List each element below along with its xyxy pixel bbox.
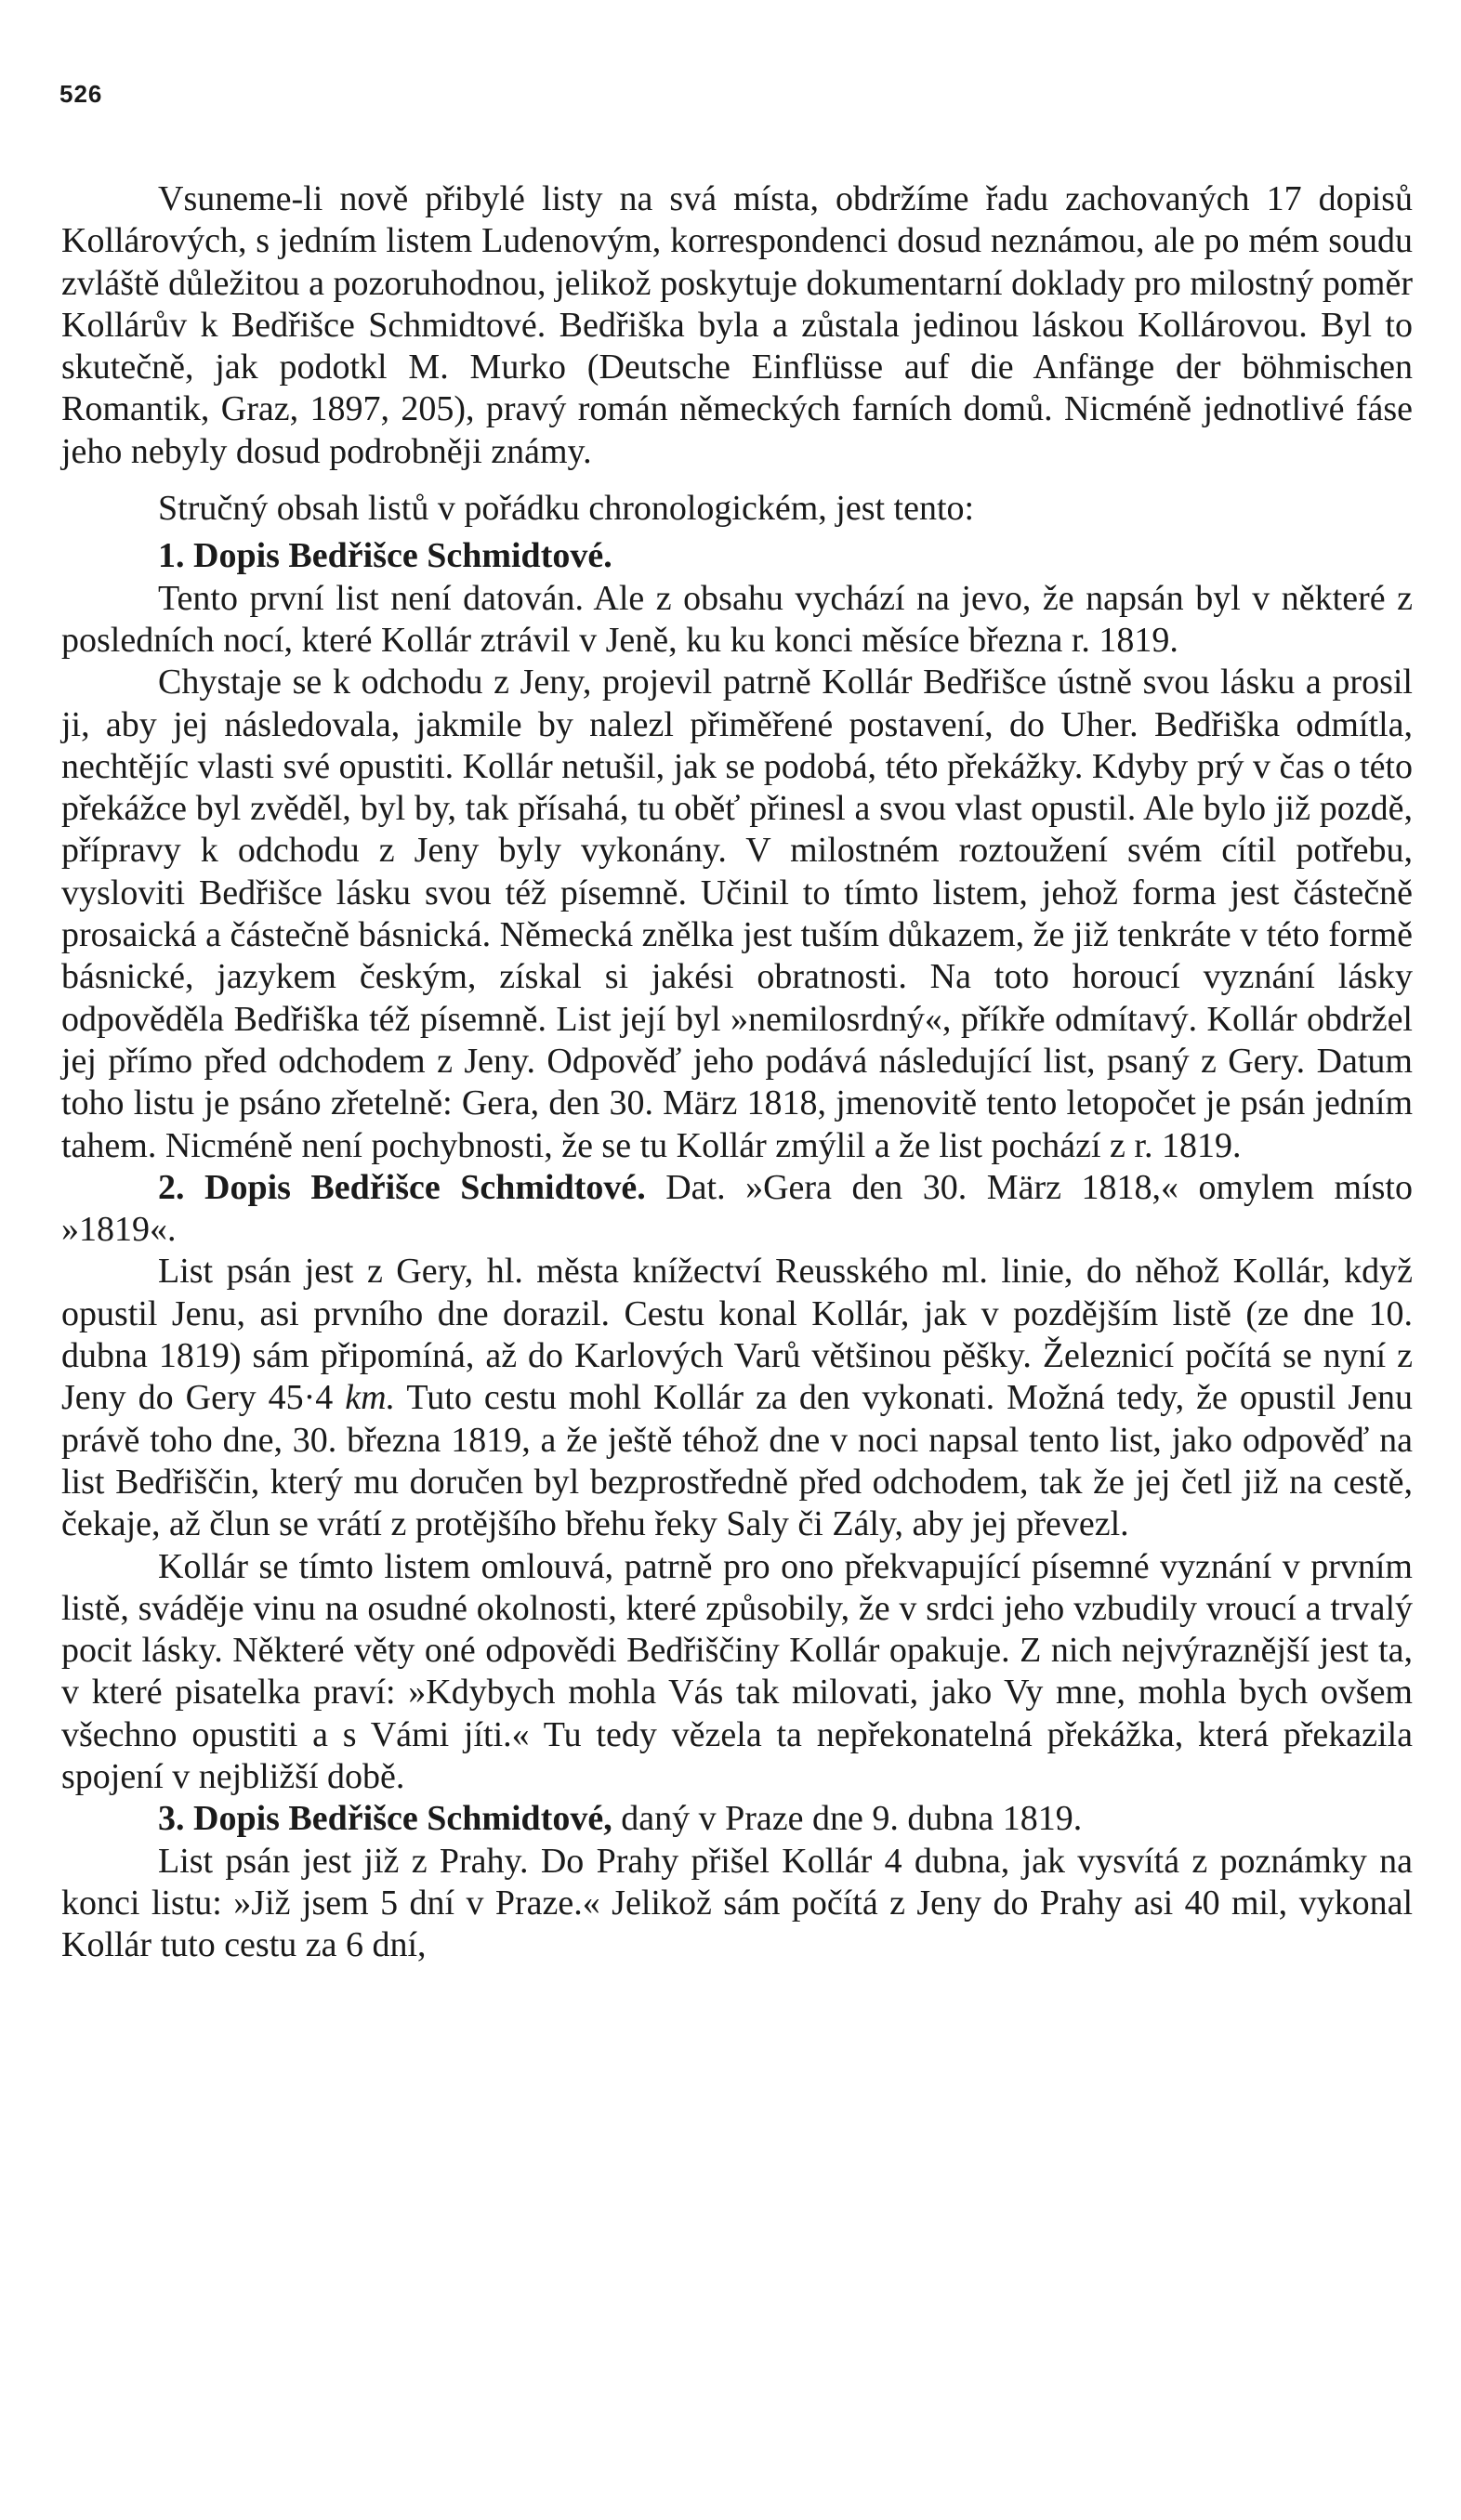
paragraph-letter-1-context <box>61 662 1413 1167</box>
paragraph-text: Stručný obsah listů v pořádku chronologickém, jest tento: <box>158 489 975 529</box>
paragraph-letter-2-gera <box>61 1251 1413 1545</box>
paragraph-intro <box>61 178 1413 473</box>
heading-detail: daný v Praze dne 9. dubna 1819. <box>612 1799 1083 1839</box>
paragraph-text: List psán jest již z Prahy. Do Prahy přišel Kollár 4 dubna, jak vysvítá z poznámky na konci listu: »Již jsem 5 dní v Praze.« Jelikož sám počítá z Jeny do Prahy asi 40 mil, vykonal Kollár tuto cestu za 6 dní, <box>61 1841 1413 1965</box>
page-body <box>61 178 1413 1966</box>
heading-label: 1. Dopis Bedřišce Schmidtové. <box>158 536 612 576</box>
unit-km: km. <box>345 1378 396 1418</box>
page-number: 526 <box>59 80 103 108</box>
paragraph-letter-3-prague <box>61 1841 1413 1967</box>
paragraph-text: Tuto cestu mohl Kollár za den vykonati. Možná tedy, že opustil Jenu právě toho dne, 30. března 1819, a že ještě téhož dne v noci napsal tento list, jako odpověď na list Bedřiščin, který mu doručen byl bezprostředně před odchodem, tak že jej četl již na cestě, čekaje, až člun se vrátí z protějšího břehu řeky Saly či Zály, aby jej převezl. <box>61 1378 1413 1544</box>
heading-letter-3 <box>61 1798 1413 1840</box>
paragraph-text: Vsuneme-li nově přibylé listy na svá místa, obdržíme řadu zachovaných 17 dopisů Kollárových, s jedním listem Ludenovým, korrespondenci dosud neznámou, ale po mém soudu zvláště důležitou a pozoruhodnou, jelikož poskytuje dokumentarní doklady pro milostný poměr Kollárův k Bedřišce Schmidtové. Bedřiška byla a zůstala jedinou láskou Kollárovou. Byl to skutečně, jak podotkl M. Murko (Deutsche Einflüsse auf die Anfänge der böhmischen Romantik, Graz, 1897, 205), pravý román německých farních domů. Nicméně jednotlivé fáse jeho nebyly dosud podrobněji známy. <box>61 179 1413 471</box>
paragraph-text: List psán jest z Gery, hl. města knížectví Reusského ml. linie, do něhož Kollár, když opustil Jenu, asi prvního dne dorazil. Cestu konal Kollár, jak v pozdějším listě (ze dne 10. dubna 1819) sám připomíná, až do Karlových Varů většinou pěšky. Železnicí počítá se nyní z Jeny do Gery 45·4 <box>61 1252 1413 1418</box>
paragraph-text: Chystaje se k odchodu z Jeny, projevil patrně Kollár Bedřišce ústně svou lásku a prosil ji, aby jej následovala, jakmile by nalezl přiměřené postavení, do Uher. Bedřiška odmítla, nechtějíc vlasti své opustiti. Kollár netušil, jak se podobá, této překážky. Kdyby prý v čas o této překážce byl zvěděl, byl by, tak přísahá, tu oběť přinesl a svou vlast opustil. Ale bylo již pozdě, přípravy k odchodu z Jeny byly vykonány. V milostném roztoužení svém cítil potřebu, vysloviti Bedřišce lásku svou též písemně. Učinil to tímto listem, jehož forma jest částečně prosaická a částečně básnická. Německá znělka jest tuším důkazem, že již tenkráte v této formě básnické, jazykem českým, získal si jakési obratnosti. Na toto horoucí vyznání lásky odpověděla Bedřiška též písemně. List její byl »nemilosrdný«, příkře odmítavý. Kollár obdržel jej přímo před odchodem z Jeny. Odpověď jeho podává následující list, psaný z Gery. Datum toho listu je psáno zřetelně: Gera, den 30. März 1818, jmenovitě tento letopočet je psán jedním tahem. Nicméně není pochybnosti, že se tu Kollár zmýlil a že list pochází z r. 1819. <box>61 663 1413 1165</box>
paragraph-letter-2-apology <box>61 1546 1413 1799</box>
paragraph-text: Kollár se tímto listem omlouvá, patrně pro ono překvapující písemné vyznání v prvním listě, sváděje vinu na osudné okolnosti, které způsobily, že v srdci jeho vzbudily vroucí a trvalý pocit lásky. Některé věty oné odpovědi Bedřiščiny Kollár opakuje. Z nich nejvýraznější jest ta, v které pisatelka praví: »Kdybych mohla Vás tak milovati, jako Vy mne, mohla bych ovšem všechno opustiti a s Vámi jíti.« Tu tedy vězela ta nepřekonatelná překážka, která překazila spojení v nejbližší době. <box>61 1546 1413 1796</box>
paragraph-summary-intro <box>61 488 1413 530</box>
heading-detail: Dat. »Gera den 30. März 1818,« omylem místo »1819«. <box>61 1167 1413 1250</box>
heading-letter-1 <box>61 535 1413 577</box>
heading-letter-2 <box>61 1167 1413 1252</box>
heading-label: 2. Dopis Bedřišce Schmidtové. <box>158 1167 646 1207</box>
paragraph-text: Tento první list není datován. Ale z obsahu vychází na jevo, že napsán byl v některé z posledních nocí, které Kollár ztrávil v Jeně, ku ku konci měsíce března r. 1819. <box>61 578 1413 660</box>
paragraph-letter-1-dating <box>61 578 1413 663</box>
heading-label: 3. Dopis Bedřišce Schmidtové, <box>158 1799 612 1839</box>
